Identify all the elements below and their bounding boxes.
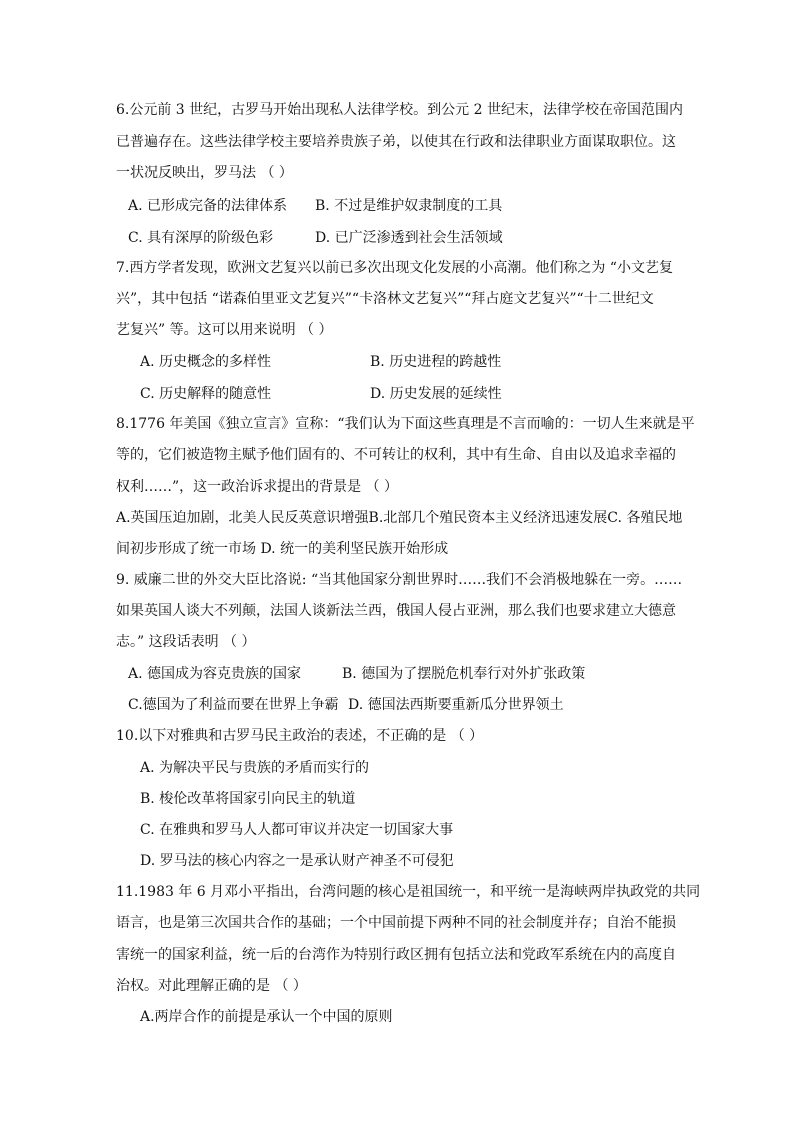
q10-option-d: D. 罗马法的核心内容之一是承认财产神圣不可侵犯: [140, 853, 454, 869]
q6-line-1: 6.公元前 3 世纪，古罗马开始出现私人法律学校。到公元 2 世纪末，法律学校在帝国范围内: [116, 102, 683, 118]
q7-option-b: B. 历史进程的跨越性: [370, 354, 502, 370]
q9-option-a: A. 德国成为容克贵族的国家: [128, 666, 302, 682]
q9-option-c: C.德国为了利益而要在世界上争霸: [128, 697, 339, 713]
q6-line-2: 已普遍存在。这些法律学校主要培养贵族子弟，以使其在行政和法律职业方面谋取职位。这: [116, 134, 676, 150]
q6-option-d: D. 已广泛渗透到社会生活领域: [315, 230, 503, 246]
q11-line-3: 害统一的国家利益，统一后的台湾作为特别行政区拥有包括立法和党政军系统在内的高度自: [116, 947, 676, 963]
q9-line-2: 如果英国人谈大不列颠，法国人谈新法兰西，俄国人侵占亚洲，那么我们也要求建立大德意: [116, 603, 676, 619]
q6-option-c: C. 具有深厚的阶级色彩: [128, 230, 274, 246]
q11-option-a: A.两岸合作的前提是承认一个中国的原则: [140, 1009, 393, 1025]
q6-line-3: 一状况反映出，罗马法 （ ）: [116, 165, 293, 181]
q6-option-a: A. 已形成完备的法律体系: [128, 198, 288, 214]
q9-line-1: 9. 威廉二世的外交大臣比洛说: “当其他国家分割世界时……我们不会消极地躲在一旁。……: [116, 572, 683, 588]
q8-line-5: 间初步形成了统一市场 D. 统一的美利坚民族开始形成: [116, 541, 449, 557]
q8-line-4: A.英国压迫加剧，北美人民反英意识增强B.北部几个殖民资本主义经济迅速发展C. 各殖民地: [116, 510, 683, 526]
q6-option-b: B. 不过是维护奴隶制度的工具: [315, 198, 503, 214]
q9-option-b: B. 德国为了摆脱危机奉行对外扩张政策: [342, 666, 586, 682]
q9-option-d: D. 德国法西斯要重新瓜分世界领土: [348, 697, 564, 713]
q10-line-1: 10.以下对雅典和古罗马民主政治的表述，不正确的是 （ ）: [116, 728, 484, 744]
q7-line-3: 艺复兴” 等。这可以用来说明 （ ）: [116, 322, 333, 338]
q10-option-c: C. 在雅典和罗马人人都可审议并决定一切国家大事: [140, 822, 454, 838]
q11-line-1: 11.1983 年 6 月邓小平指出，台湾问题的核心是祖国统一，和平统一是海峡两岸执政党的共同: [116, 884, 701, 900]
q8-line-2: 等的，它们被造物主赋予他们固有的、不可转让的权利，其中有生命、自由以及追求幸福的: [116, 447, 676, 463]
q8-line-1: 8.1776 年美国《独立宣言》宣称：“我们认为下面这些真理是不言而喻的：一切人生来就是平: [116, 416, 695, 432]
q9-line-3: 志。” 这段话表明 （ ）: [116, 634, 256, 650]
q10-option-a: A. 为解决平民与贵族的矛盾而实行的: [140, 760, 370, 776]
q10-option-b: B. 梭伦改革将国家引向民主的轨道: [140, 791, 356, 807]
q7-line-1: 7.西方学者发现，欧洲文艺复兴以前已多次出现文化发展的小高潮。他们称之为 “小文艺复: [116, 260, 673, 276]
q7-line-2: 兴”，其中包括 “诺森伯里亚文艺复兴”“卡洛林文艺复兴”“拜占庭文艺复兴”“十二世纪文: [116, 291, 654, 307]
q8-line-3: 权利……”，这一政治诉求提出的背景是 （ ）: [116, 479, 399, 495]
q11-line-4: 治权。对此理解正确的是 （ ）: [116, 978, 307, 994]
q11-line-2: 语言，也是第三次国共合作的基础；一个中国前提下两种不同的社会制度并存；自治不能损: [116, 915, 676, 931]
q7-option-a: A. 历史概念的多样性: [140, 354, 272, 370]
q7-option-c: C. 历史解释的随意性: [140, 386, 272, 402]
q7-option-d: D. 历史发展的延续性: [370, 386, 502, 402]
